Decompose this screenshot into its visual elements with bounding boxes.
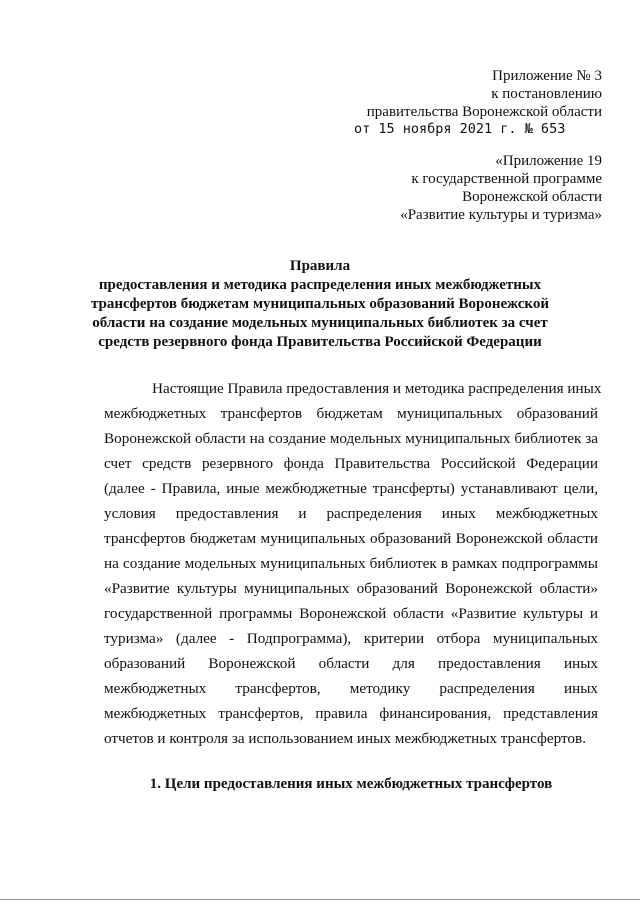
program-appendix-line: Воронежской области <box>462 189 602 205</box>
appendix-line: к постановлению <box>491 86 602 102</box>
paragraph-line: туризма» (далее - Подпрограмма), критерии отбора муниципальных <box>104 630 598 647</box>
section-heading: 1. Цели предоставления иных межбюджетных трансфертов <box>149 776 553 792</box>
paragraph-line: межбюджетных трансфертов, методику распределения иных <box>104 680 598 697</box>
body-paragraph <box>104 376 602 751</box>
paragraph-line: Воронежской области на создание модельных муниципальных библиотек за <box>104 430 598 447</box>
appendix-line: Приложение № 3 <box>492 68 602 84</box>
appendix-attribution <box>367 67 602 121</box>
paragraph-line: трансфертов бюджетам муниципальных образований Воронежской области <box>104 530 598 547</box>
paragraph-line: «Развитие культуры муниципальных образований Воронежской области» <box>104 580 598 597</box>
title-line: предоставления и методика распределения иных межбюджетных <box>98 277 542 293</box>
program-appendix-line: к государственной программе <box>411 171 602 187</box>
title-line: области на создание модельных муниципальных библиотек за счет <box>92 315 548 331</box>
decree-date-number: от 15 ноября 2021 г. № 653 <box>354 121 566 137</box>
paragraph-line: отчетов и контроля за использованием иных межбюджетных трансфертов. <box>104 730 586 747</box>
paragraph-line: образований Воронежской области для предоставления иных <box>104 655 598 672</box>
title-line: средств резервного фонда Правительства Российской Федерации <box>98 334 542 350</box>
page-edge-divider <box>0 899 640 900</box>
appendix-line: правительства Воронежской области <box>366 104 602 120</box>
document-title <box>60 257 580 352</box>
paragraph-line: межбюджетных трансфертов бюджетам муниципальных образований <box>104 405 598 422</box>
paragraph-line: Настоящие Правила предоставления и методика распределения иных <box>152 380 602 397</box>
paragraph-line: условия предоставления и распределения иных межбюджетных <box>104 505 598 522</box>
paragraph-line: межбюджетных трансфертов, правила финансирования, представления <box>104 705 598 722</box>
paragraph-line: счет средств резервного фонда Правительства Российской Федерации <box>104 455 598 472</box>
program-appendix-attribution <box>400 152 602 224</box>
program-appendix-line: «Развитие культуры и туризма» <box>400 207 602 223</box>
title-heading: Правила <box>289 258 351 274</box>
paragraph-line: на создание модельных муниципальных библиотек в рамках подпрограммы <box>104 555 598 572</box>
program-appendix-line: «Приложение 19 <box>495 153 602 169</box>
paragraph-line: государственной программы Воронежской области «Развитие культуры и <box>104 605 598 622</box>
title-line: трансфертов бюджетам муниципальных образований Воронежской <box>90 296 550 312</box>
paragraph-line: (далее - Правила, иные межбюджетные трансферты) устанавливают цели, <box>104 480 598 497</box>
